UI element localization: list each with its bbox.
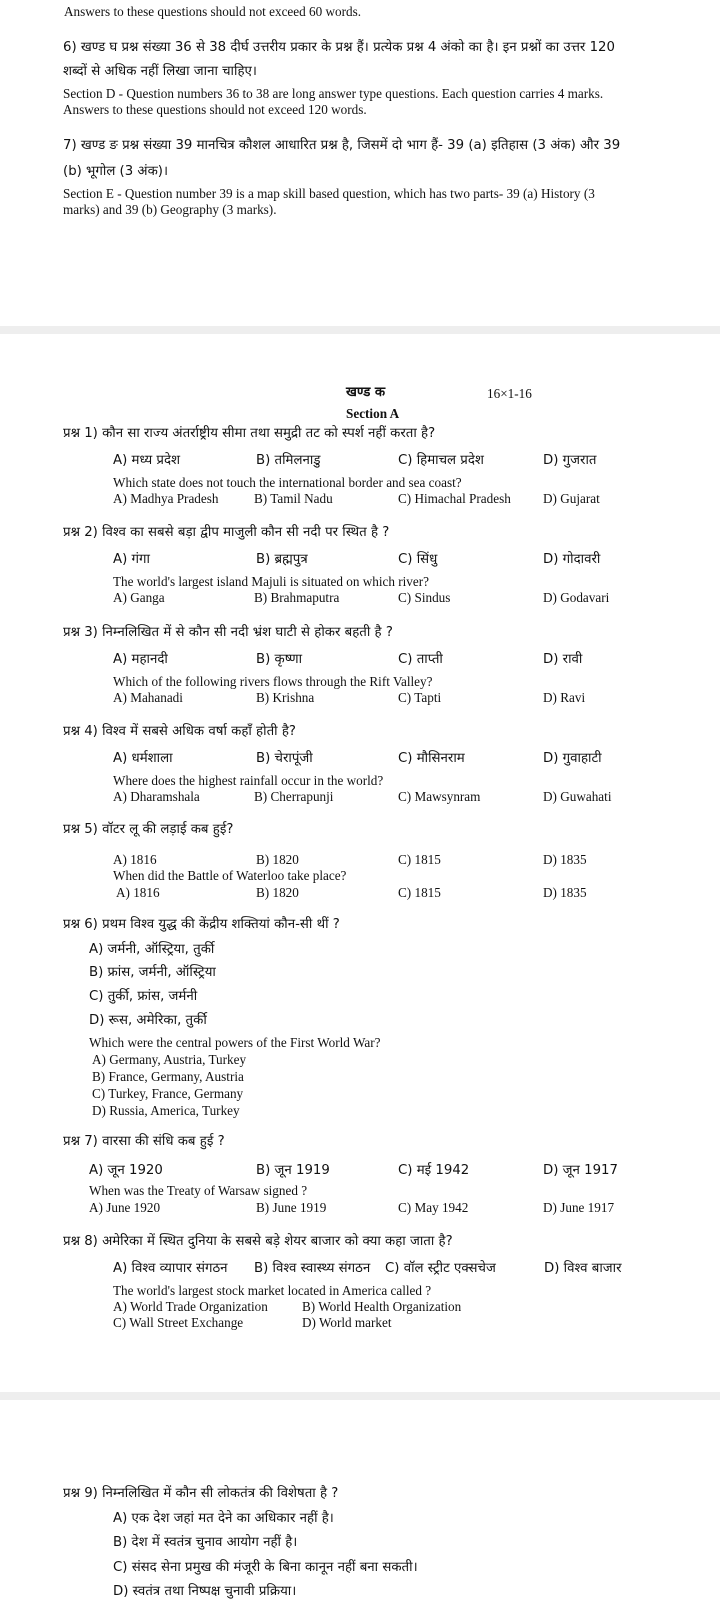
page-instructions <box>0 0 720 326</box>
instruction-top-line: Answers to these questions should not exceed 60 words. <box>64 4 362 19</box>
option-en: C) Sindus <box>398 590 451 605</box>
option-en: D) 1835 <box>543 885 587 900</box>
option-hi: A) धर्मशाला <box>113 751 173 766</box>
option-en: C) Turkey, France, Germany <box>92 1086 244 1101</box>
option-en: A) Madhya Pradesh <box>113 491 219 506</box>
option-hi: D) गुवाहाटी <box>543 751 602 766</box>
option-hi: D) रावी <box>543 652 583 667</box>
instruction-7-en-line2: marks) and 39 (b) Geography (3 marks). <box>63 202 277 217</box>
option-hi: B) जून 1919 <box>256 1163 330 1178</box>
option-hi: B) कृष्णा <box>256 652 303 667</box>
option-en: D) Gujarat <box>543 491 600 506</box>
option-en: D) Godavari <box>543 590 610 605</box>
option-hi: D) विश्व बाजार <box>544 1261 622 1276</box>
question-en: Which of the following rivers flows through the Rift Valley? <box>113 674 433 689</box>
option-hi: B) फ्रांस, जर्मनी, ऑस्ट्रिया <box>89 965 216 980</box>
option-hi: A) महानदी <box>113 652 168 667</box>
question-en: The world's largest stock market located in America called ? <box>113 1283 432 1298</box>
option-hi: B) 1820 <box>256 852 299 867</box>
option-en: B) June 1919 <box>256 1200 327 1215</box>
instruction-7-hi-line1: 7) खण्ड ङ प्रश्न संख्या 39 मानचित्र कौशल आधारित प्रश्न है, जिसमें दो भाग हैं- 39 (a) इतिहास (3 अंक) और 39 <box>63 138 621 153</box>
option-en: D) June 1917 <box>543 1200 615 1215</box>
option-en: C) 1815 <box>398 885 441 900</box>
option-en: A) Dharamshala <box>113 789 200 804</box>
option-en: B) World Health Organization <box>302 1299 462 1314</box>
option-en: B) 1820 <box>256 885 299 900</box>
option-hi: A) जर्मनी, ऑस्ट्रिया, तुर्की <box>89 942 215 957</box>
instruction-6-hi-line2: शब्दों से अधिक नहीं लिखा जाना चाहिए। <box>63 64 257 79</box>
question-en: The world's largest island Majuli is situated on which river? <box>113 574 430 589</box>
option-en: A) Mahanadi <box>113 690 183 705</box>
option-hi: A) जून 1920 <box>89 1163 163 1178</box>
option-en: D) Russia, America, Turkey <box>92 1103 240 1118</box>
instruction-6-hi-line1: 6) खण्ड घ प्रश्न संख्या 36 से 38 दीर्घ उत्तरीय प्रकार के प्रश्न हैं। प्रत्येक प्रश्न 4 अंको का है। इन प्रश्नों का उत्तर 120 <box>63 40 615 55</box>
instruction-6-en-line2: Answers to these questions should not exceed 120 words. <box>63 102 367 117</box>
instruction-6-en-line1: Section D - Question numbers 36 to 38 are long answer type questions. Each question carries 4 marks. <box>63 86 604 101</box>
option-hi: C) तुर्की, फ्रांस, जर्मनी <box>89 989 198 1004</box>
option-hi: D) स्वतंत्र तथा निष्पक्ष चुनावी प्रक्रिया। <box>113 1584 297 1599</box>
question-hi: प्रश्न 1) कौन सा राज्य अंतर्राष्ट्रीय सीमा तथा समुद्री तट को स्पर्श नहीं करता है? <box>63 426 436 441</box>
question-en: Where does the highest rainfall occur in the world? <box>113 773 384 788</box>
option-en: A) Ganga <box>113 590 165 605</box>
option-en: A) Germany, Austria, Turkey <box>92 1052 247 1067</box>
page-separator <box>0 1392 720 1400</box>
option-hi: C) मौसिनराम <box>398 751 465 766</box>
option-en: D) Guwahati <box>543 789 612 804</box>
option-en: C) May 1942 <box>398 1200 469 1215</box>
question-hi: प्रश्न 5) वॉटर लू की लड़ाई कब हुई? <box>63 822 234 837</box>
option-en: B) France, Germany, Austria <box>92 1069 244 1084</box>
option-en: B) Tamil Nadu <box>254 491 333 506</box>
option-en: B) Brahmaputra <box>254 590 340 605</box>
question-hi: प्रश्न 7) वारसा की संधि कब हुई ? <box>63 1134 225 1149</box>
question-hi: प्रश्न 2) विश्व का सबसे बड़ा द्वीप माजुली कौन सी नदी पर स्थित है ? <box>63 525 390 540</box>
option-hi: A) 1816 <box>113 852 157 867</box>
page-separator <box>0 326 720 334</box>
option-hi: C) हिमाचल प्रदेश <box>398 453 484 468</box>
option-en: A) 1816 <box>116 885 160 900</box>
option-hi: B) ब्रह्मपुत्र <box>256 552 308 567</box>
question-en: Which state does not touch the international border and sea coast? <box>113 475 462 490</box>
option-hi: C) मई 1942 <box>398 1163 470 1178</box>
option-en: C) Mawsynram <box>398 789 481 804</box>
section-title-hi: खण्ड क <box>346 385 386 400</box>
option-en: C) Tapti <box>398 690 442 705</box>
question-en: When was the Treaty of Warsaw signed ? <box>89 1183 308 1198</box>
instruction-7-en-line1: Section E - Question number 39 is a map skill based question, which has two parts- 39 (a) History (3 <box>63 186 595 201</box>
option-en: D) World market <box>302 1315 392 1330</box>
option-en: A) June 1920 <box>89 1200 161 1215</box>
instruction-7-hi-line2: (b) भूगोल (3 अंक)। <box>63 164 169 179</box>
option-hi: A) मध्य प्रदेश <box>113 453 181 468</box>
option-hi: D) रूस, अमेरिका, तुर्की <box>89 1013 207 1028</box>
option-hi: A) एक देश जहां मत देने का अधिकार नहीं है। <box>113 1511 334 1526</box>
option-hi: B) विश्व स्वास्थ्य संगठन <box>254 1261 371 1276</box>
question-hi: प्रश्न 8) अमेरिका में स्थित दुनिया के सबसे बड़े शेयर बाजार को क्या कहा जाता है? <box>63 1234 453 1249</box>
option-hi: D) गोदावरी <box>543 552 601 567</box>
option-hi: C) वॉल स्ट्रीट एक्सचेज <box>385 1261 496 1276</box>
question-hi: प्रश्न 4) विश्व में सबसे अधिक वर्षा कहाँ होती है? <box>63 724 296 739</box>
option-hi: A) गंगा <box>113 552 150 567</box>
option-en: C) Wall Street Exchange <box>113 1315 244 1330</box>
option-en: A) World Trade Organization <box>113 1299 268 1314</box>
option-en: B) Cherrapunji <box>254 789 334 804</box>
option-hi: D) 1835 <box>543 852 587 867</box>
option-hi: B) चेरापूंजी <box>256 751 313 766</box>
option-hi: C) सिंधु <box>398 552 438 567</box>
option-hi: D) गुजरात <box>543 453 597 468</box>
page-section-a-continued <box>0 1400 720 1608</box>
question-hi: प्रश्न 3) निम्नलिखित में से कौन सी नदी भ्रंश घाटी से होकर बहती है ? <box>63 625 393 640</box>
option-en: B) Krishna <box>256 690 315 705</box>
option-hi: B) तमिलनाडु <box>256 453 321 468</box>
option-hi: C) ताप्ती <box>398 652 443 667</box>
option-en: C) Himachal Pradesh <box>398 491 511 506</box>
question-hi: प्रश्न 9) निम्नलिखित में कौन सी लोकतंत्र की विशेषता है ? <box>63 1486 339 1501</box>
option-hi: A) विश्व व्यापार संगठन <box>113 1261 228 1276</box>
page-section-a <box>0 334 720 1392</box>
section-marks: 16×1-16 <box>487 386 532 401</box>
option-hi: B) देश में स्वतंत्र चुनाव आयोग नहीं है। <box>113 1535 298 1550</box>
option-en: D) Ravi <box>543 690 586 705</box>
question-en: When did the Battle of Waterloo take place? <box>113 868 347 883</box>
option-hi: C) संसद सेना प्रमुख की मंजूरी के बिना कानून नहीं बना सकती। <box>113 1560 418 1575</box>
option-hi: C) 1815 <box>398 852 441 867</box>
option-hi: D) जून 1917 <box>543 1163 618 1178</box>
section-title-en: Section A <box>346 406 400 421</box>
question-hi: प्रश्न 6) प्रथम विश्व युद्ध की केंद्रीय शक्तियां कौन-सी थीं ? <box>63 917 340 932</box>
question-en: Which were the central powers of the First World War? <box>89 1035 381 1050</box>
